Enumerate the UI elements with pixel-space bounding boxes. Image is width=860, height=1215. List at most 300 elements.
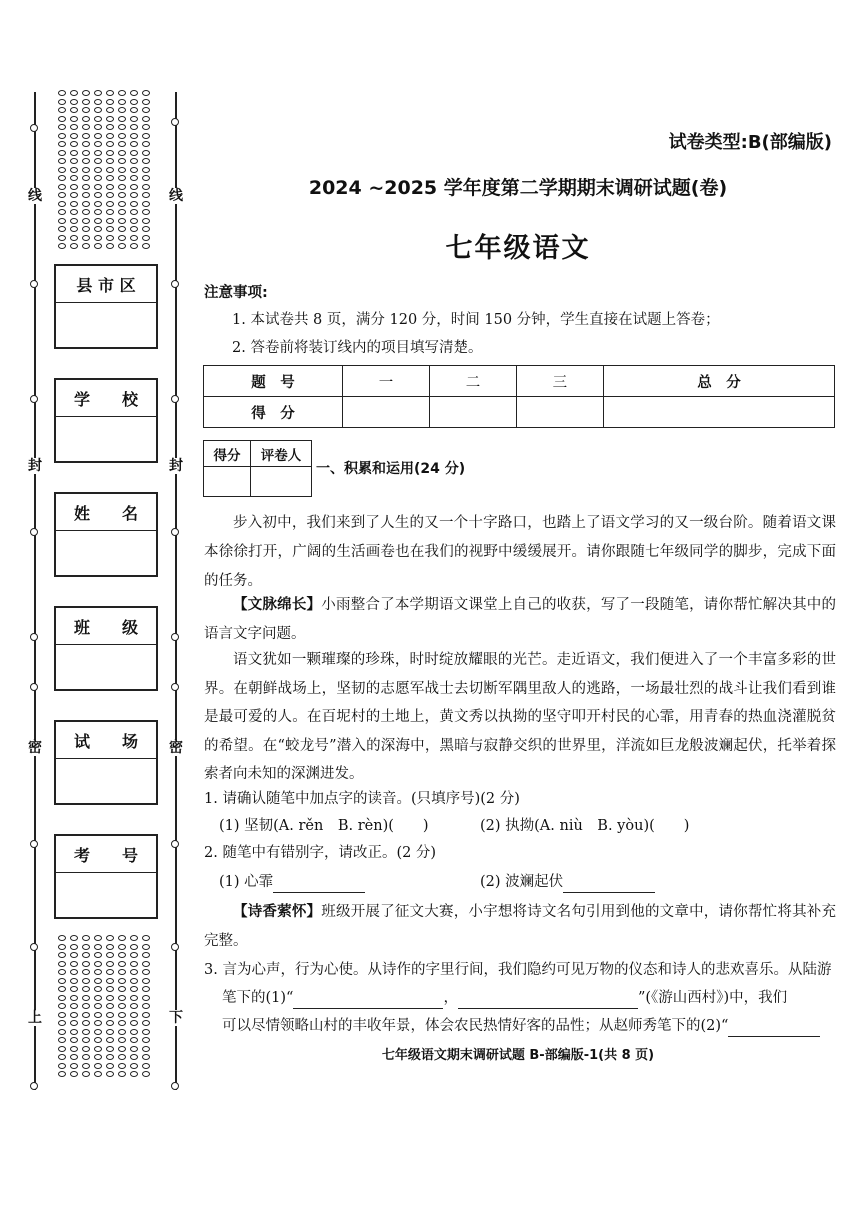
dot-mark: [58, 969, 66, 975]
field-label: 班 级: [56, 608, 156, 645]
dot-mark: [130, 1020, 138, 1026]
dot-mark: [94, 150, 102, 156]
dot-mark: [142, 986, 150, 992]
dot-mark: [130, 1003, 138, 1009]
dot-mark: [118, 141, 126, 147]
dot-mark: [94, 201, 102, 207]
score-header: 总 分: [603, 366, 834, 397]
dot-mark: [82, 978, 90, 984]
dot-mark: [118, 1071, 126, 1077]
dot-mark: [82, 1063, 90, 1069]
dot-mark: [94, 961, 102, 967]
dot-mark: [82, 150, 90, 156]
dot-mark: [82, 1046, 90, 1052]
dot-mark: [82, 133, 90, 139]
side-char: 封: [169, 458, 183, 474]
dot-mark: [94, 1029, 102, 1035]
dot-mark: [118, 201, 126, 207]
dot-mark: [118, 1020, 126, 1026]
task2-tag: 【诗香萦怀】: [233, 904, 322, 920]
dot-mark: [142, 952, 150, 958]
dot-mark: [130, 1054, 138, 1060]
dot-mark: [106, 150, 114, 156]
dot-mark: [142, 150, 150, 156]
dot-mark: [142, 235, 150, 241]
dot-mark: [142, 201, 150, 207]
dot-mark: [118, 978, 126, 984]
dot-mark: [130, 969, 138, 975]
dot-mark: [118, 158, 126, 164]
side-char: 下: [169, 1010, 183, 1026]
dot-mark: [82, 124, 90, 130]
dot-mark: [58, 133, 66, 139]
dot-mark: [70, 1054, 78, 1060]
dot-mark: [70, 226, 78, 232]
dot-mark: [58, 90, 66, 96]
dot-mark: [118, 995, 126, 1001]
dot-mark: [70, 158, 78, 164]
dot-mark: [142, 1046, 150, 1052]
answer-blank[interactable]: [293, 988, 443, 1009]
dot-mark: [70, 235, 78, 241]
dot-mark: [58, 1063, 66, 1069]
dot-mark: [94, 192, 102, 198]
field-class[interactable]: [54, 606, 158, 691]
score-cell[interactable]: [516, 397, 603, 428]
q3-text: 笔下的(1)“: [222, 990, 294, 1006]
dot-mark: [130, 986, 138, 992]
dot-mark: [142, 99, 150, 105]
dot-mark: [94, 1012, 102, 1018]
dot-mark: [58, 1037, 66, 1043]
dot-mark: [58, 952, 66, 958]
dot-mark: [70, 961, 78, 967]
dot-mark: [142, 944, 150, 950]
dot-mark: [58, 986, 66, 992]
dot-mark: [106, 99, 114, 105]
dot-mark: [58, 175, 66, 181]
dot-mark: [130, 209, 138, 215]
answer-blank[interactable]: [458, 988, 638, 1009]
dot-mark: [58, 99, 66, 105]
score-header: 二: [429, 366, 516, 397]
dot-mark: [94, 124, 102, 130]
exam-title: 2024 ~2025 学年度第二学期期末调研试题(卷): [308, 177, 728, 199]
dot-mark: [82, 1003, 90, 1009]
dot-mark: [106, 1054, 114, 1060]
dot-mark: [106, 952, 114, 958]
dot-mark: [118, 1037, 126, 1043]
dot-mark: [82, 184, 90, 190]
dot-mark: [130, 1046, 138, 1052]
dot-mark: [82, 995, 90, 1001]
dot-mark: [142, 133, 150, 139]
dot-mark: [142, 167, 150, 173]
dot-mark: [118, 209, 126, 215]
dot-mark: [94, 167, 102, 173]
dot-mark: [58, 1029, 66, 1035]
dot-mark: [142, 1037, 150, 1043]
dot-mark: [118, 192, 126, 198]
dot-mark: [94, 209, 102, 215]
dot-mark: [70, 209, 78, 215]
notice-heading: 注意事项:: [204, 285, 268, 301]
dot-mark: [142, 175, 150, 181]
dot-mark: [94, 133, 102, 139]
dot-mark: [70, 1037, 78, 1043]
dot-mark: [130, 90, 138, 96]
dot-mark: [130, 124, 138, 130]
score-header: 一: [343, 366, 430, 397]
side-char: 密: [169, 740, 183, 756]
dot-mark: [58, 150, 66, 156]
dot-mark: [130, 995, 138, 1001]
dot-mark: [94, 1063, 102, 1069]
dot-mark: [130, 1037, 138, 1043]
dot-mark: [58, 961, 66, 967]
dot-mark: [142, 243, 150, 249]
dot-mark: [82, 201, 90, 207]
q3-text: ”(《游山西村》)中，我们: [637, 990, 788, 1006]
dot-mark: [58, 944, 66, 950]
dot-mark: [106, 124, 114, 130]
dot-mark: [118, 235, 126, 241]
task1-text: 小雨整合了本学期语文课堂上自己的收获，写了一段随笔，请你帮忙解决其中的语言文字问题。: [204, 597, 837, 642]
question-3-line1: 3. 言为心声，行为心使。从诗作的字里行间，我们隐约可见万物的仪态和诗人的悲欢喜乐。从陆游: [204, 962, 832, 978]
dot-mark: [130, 201, 138, 207]
grader-box: [203, 440, 312, 497]
dot-mark: [82, 1037, 90, 1043]
answer-blank[interactable]: [563, 872, 655, 893]
question-3-line3: [222, 1016, 820, 1037]
dot-mark: [58, 1071, 66, 1077]
dot-mark: [118, 116, 126, 122]
dot-mark: [142, 1029, 150, 1035]
dot-mark: [106, 978, 114, 984]
dot-pattern-bottom: [58, 935, 154, 1080]
dot-mark: [130, 1071, 138, 1077]
dot-mark: [94, 175, 102, 181]
field-exam-room[interactable]: [54, 720, 158, 805]
dot-mark: [118, 1029, 126, 1035]
grader-score-cell[interactable]: [204, 467, 251, 497]
dot-mark: [70, 969, 78, 975]
dot-mark: [70, 116, 78, 122]
dot-mark: [118, 167, 126, 173]
question-1b: (2) 执拗(A. niù B. yòu)( ): [480, 818, 690, 834]
grader-name-cell[interactable]: [251, 467, 312, 497]
dot-mark: [82, 116, 90, 122]
dot-mark: [58, 995, 66, 1001]
dot-mark: [94, 1071, 102, 1077]
dot-mark: [58, 167, 66, 173]
dot-mark: [70, 167, 78, 173]
dot-mark: [70, 952, 78, 958]
dot-mark: [70, 1071, 78, 1077]
dot-mark: [70, 175, 78, 181]
dot-mark: [130, 243, 138, 249]
dot-mark: [82, 1020, 90, 1026]
dot-mark: [106, 1029, 114, 1035]
dot-mark: [94, 986, 102, 992]
dot-mark: [130, 175, 138, 181]
dot-mark: [82, 1012, 90, 1018]
dot-mark: [106, 995, 114, 1001]
dot-mark: [82, 226, 90, 232]
dot-mark: [106, 226, 114, 232]
dot-mark: [58, 116, 66, 122]
dot-mark: [82, 107, 90, 113]
dot-mark: [106, 90, 114, 96]
dot-mark: [82, 158, 90, 164]
paper-type: 试卷类型:B(部编版): [668, 132, 832, 153]
dot-mark: [82, 1071, 90, 1077]
dot-mark: [106, 158, 114, 164]
dot-mark: [82, 961, 90, 967]
dot-mark: [106, 1037, 114, 1043]
dot-mark: [70, 986, 78, 992]
dot-mark: [130, 167, 138, 173]
dot-mark: [130, 218, 138, 224]
dot-mark: [70, 124, 78, 130]
dot-mark: [106, 235, 114, 241]
dot-mark: [82, 969, 90, 975]
dot-mark: [58, 201, 66, 207]
field-exam-number[interactable]: [54, 834, 158, 919]
dot-mark: [70, 99, 78, 105]
dot-mark: [118, 226, 126, 232]
dot-mark: [118, 90, 126, 96]
dot-mark: [106, 175, 114, 181]
dot-mark: [142, 158, 150, 164]
dot-mark: [142, 1071, 150, 1077]
dot-mark: [130, 944, 138, 950]
dot-mark: [130, 978, 138, 984]
dot-mark: [130, 184, 138, 190]
dot-mark: [106, 961, 114, 967]
dot-mark: [142, 978, 150, 984]
question-1: 1. 请确认随笔中加点字的读音。(只填序号)(2 分): [204, 791, 520, 807]
dot-mark: [142, 1063, 150, 1069]
dot-mark: [94, 1003, 102, 1009]
dot-mark: [94, 978, 102, 984]
dot-mark: [106, 116, 114, 122]
dot-mark: [142, 218, 150, 224]
notice-item: 1. 本试卷共 8 页，满分 120 分，时间 150 分钟，学生直接在试题上答卷；: [232, 312, 720, 328]
dot-mark: [142, 1020, 150, 1026]
dot-mark: [94, 995, 102, 1001]
dot-mark: [94, 99, 102, 105]
dot-mark: [118, 986, 126, 992]
dot-mark: [118, 184, 126, 190]
dot-mark: [94, 218, 102, 224]
dot-mark: [82, 1029, 90, 1035]
dot-mark: [106, 986, 114, 992]
dot-mark: [118, 1063, 126, 1069]
dot-mark: [106, 218, 114, 224]
dot-mark: [58, 978, 66, 984]
dot-mark: [58, 1054, 66, 1060]
field-label: 县 市 区: [56, 266, 156, 303]
dot-mark: [70, 1063, 78, 1069]
dot-mark: [106, 209, 114, 215]
dot-mark: [70, 150, 78, 156]
dot-mark: [82, 167, 90, 173]
dot-mark: [142, 226, 150, 232]
dot-mark: [130, 150, 138, 156]
dot-mark: [70, 192, 78, 198]
dot-mark: [130, 1063, 138, 1069]
dot-mark: [106, 1020, 114, 1026]
side-char: 密: [28, 740, 42, 756]
dot-mark: [58, 1012, 66, 1018]
dot-mark: [58, 1046, 66, 1052]
score-header: 三: [516, 366, 603, 397]
dot-mark: [70, 1046, 78, 1052]
notice-item: 2. 答卷前将装订线内的项目填写清楚。: [232, 340, 483, 356]
dot-mark: [58, 124, 66, 130]
dot-mark: [142, 192, 150, 198]
dot-mark: [70, 1003, 78, 1009]
dot-mark: [70, 201, 78, 207]
dot-mark: [106, 1012, 114, 1018]
dot-mark: [130, 107, 138, 113]
dot-mark: [106, 133, 114, 139]
intro-paragraph: 步入初中，我们来到了人生的又一个十字路口，也踏上了语文学习的又一级台阶。随着语文课本徐徐打开，广阔的生活画卷也在我们的视野中缓缓展开。请你跟随七年级同学的脚步，完成下面的任务。: [204, 515, 836, 589]
dot-mark: [118, 1046, 126, 1052]
task2-paragraph: [204, 898, 836, 956]
dot-mark: [142, 184, 150, 190]
question-2: 2. 随笔中有错别字，请改正。(2 分): [204, 845, 437, 861]
dot-pattern-top: [58, 90, 154, 252]
dot-mark: [58, 218, 66, 224]
dot-mark: [70, 1012, 78, 1018]
field-county[interactable]: [54, 264, 158, 349]
dot-mark: [142, 107, 150, 113]
dot-mark: [142, 1003, 150, 1009]
dot-mark: [130, 141, 138, 147]
score-cell[interactable]: [429, 397, 516, 428]
dot-mark: [106, 969, 114, 975]
binding-line-right: [175, 92, 177, 1090]
dot-mark: [130, 226, 138, 232]
dot-mark: [118, 150, 126, 156]
dot-mark: [94, 107, 102, 113]
dot-mark: [82, 952, 90, 958]
dot-mark: [94, 935, 102, 941]
dot-mark: [142, 209, 150, 215]
field-label: 姓 名: [56, 494, 156, 531]
dot-mark: [94, 90, 102, 96]
dot-mark: [82, 175, 90, 181]
dot-mark: [130, 1012, 138, 1018]
dot-mark: [70, 935, 78, 941]
dot-mark: [94, 141, 102, 147]
dot-mark: [58, 226, 66, 232]
dot-mark: [106, 944, 114, 950]
score-cell[interactable]: [343, 397, 430, 428]
dot-mark: [142, 1054, 150, 1060]
question-2b-label: (2) 波斓起伏: [480, 874, 564, 890]
essay-paragraph: 语文犹如一颗璀璨的珍珠，时时绽放耀眼的光芒。走近语文，我们便进入了一个丰富多彩的世界。在朝鲜战场上，坚韧的志愿军战士去切断军隅里敌人的逃路，一场最壮烈的战斗让我们看到谁是最可爱的人。在百坭村的土地上，黄文秀以执拗的坚守叩开村民的心霏，用青春的热血浇灌脱贫的希望。在“蛟龙号”潜入的深海中，黑暗与寂静交织的世界里，洋流如巨龙般波斓起伏，托举着探索者向未知的深渊进发。: [204, 652, 836, 782]
dot-mark: [58, 935, 66, 941]
dot-mark: [118, 952, 126, 958]
dot-mark: [118, 944, 126, 950]
dot-mark: [94, 1037, 102, 1043]
dot-mark: [106, 184, 114, 190]
dot-mark: [130, 116, 138, 122]
dot-mark: [142, 124, 150, 130]
dot-mark: [130, 952, 138, 958]
dot-mark: [106, 1071, 114, 1077]
dot-mark: [82, 90, 90, 96]
dot-mark: [118, 99, 126, 105]
dot-mark: [82, 99, 90, 105]
dot-mark: [94, 243, 102, 249]
dot-mark: [94, 969, 102, 975]
dot-mark: [58, 1020, 66, 1026]
field-label: 考 号: [56, 836, 156, 873]
task1-paragraph: [204, 591, 836, 649]
dot-mark: [58, 1003, 66, 1009]
answer-blank[interactable]: [728, 1016, 820, 1037]
dot-mark: [118, 1012, 126, 1018]
dot-mark: [106, 141, 114, 147]
dot-mark: [58, 192, 66, 198]
dot-mark: [94, 116, 102, 122]
dot-mark: [130, 192, 138, 198]
side-char: 上: [28, 1010, 42, 1026]
field-label: 学 校: [56, 380, 156, 417]
dot-mark: [82, 218, 90, 224]
dot-mark: [58, 235, 66, 241]
dot-mark: [106, 1003, 114, 1009]
dot-mark: [82, 1054, 90, 1060]
dot-mark: [82, 986, 90, 992]
side-char: 线: [169, 188, 183, 204]
task2-text: 班级开展了征文大赛，小宇想将诗文名句引用到他的文章中，请你帮忙将其补充完整。: [204, 904, 837, 949]
question-3-line2: [222, 988, 787, 1009]
dot-mark: [106, 107, 114, 113]
dot-mark: [70, 243, 78, 249]
dot-mark: [106, 243, 114, 249]
dot-mark: [94, 1020, 102, 1026]
answer-blank[interactable]: [273, 872, 365, 893]
dot-mark: [142, 961, 150, 967]
field-school[interactable]: [54, 378, 158, 463]
dot-mark: [70, 1020, 78, 1026]
dot-mark: [58, 107, 66, 113]
dot-mark: [130, 235, 138, 241]
dot-mark: [70, 133, 78, 139]
dot-mark: [118, 243, 126, 249]
score-cell[interactable]: [603, 397, 834, 428]
grader-name-label: 评卷人: [251, 441, 312, 467]
dot-mark: [106, 1063, 114, 1069]
field-name[interactable]: [54, 492, 158, 577]
dot-mark: [82, 235, 90, 241]
side-char: 线: [28, 188, 42, 204]
dot-mark: [70, 978, 78, 984]
dot-mark: [118, 175, 126, 181]
dot-mark: [130, 133, 138, 139]
dot-mark: [118, 218, 126, 224]
dot-mark: [94, 184, 102, 190]
dot-mark: [118, 1003, 126, 1009]
dot-mark: [94, 1054, 102, 1060]
dot-mark: [82, 209, 90, 215]
dot-mark: [94, 952, 102, 958]
